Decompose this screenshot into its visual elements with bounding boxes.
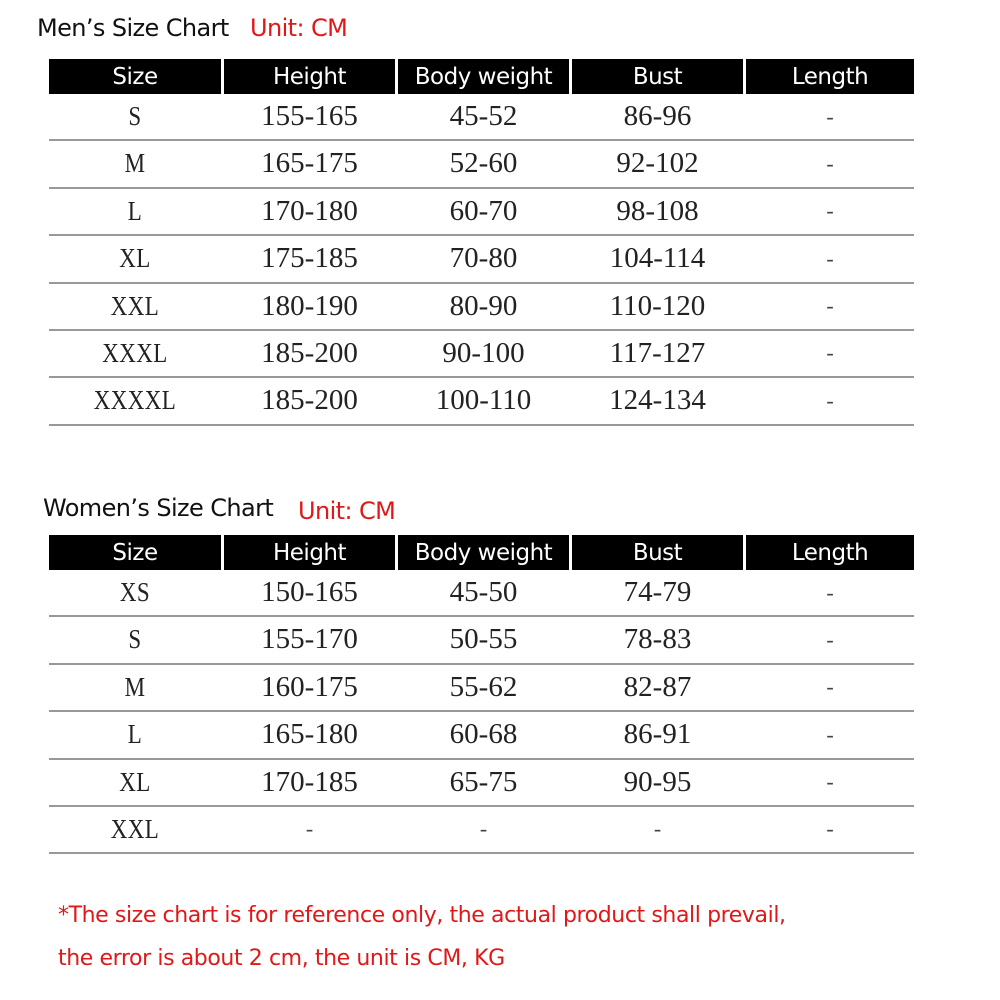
mens-chart-heading: [0, 8, 1000, 48]
mens-cell-height: 185-200: [261, 384, 358, 417]
womens-cell-height: 165-180: [261, 718, 358, 751]
footnote-line-2: the error is about 2 cm, the unit is CM, KG: [58, 946, 505, 971]
mens-cell-length: -: [826, 150, 834, 176]
womens-table-row: [49, 570, 914, 617]
mens-cell-body-weight: 60-70: [449, 194, 518, 227]
mens-unit-label: Unit: CM: [250, 14, 348, 42]
womens-cell-body-weight: -: [479, 816, 488, 842]
womens-cell-size: XS: [119, 577, 151, 607]
womens-header-height: Height: [224, 535, 395, 570]
mens-header-height: Height: [224, 59, 395, 94]
mens-header-length: Length: [746, 59, 914, 94]
mens-cell-bust: 124-134: [609, 384, 706, 417]
mens-header-row: [49, 59, 914, 94]
womens-row-divider: [49, 852, 914, 854]
womens-cell-bust: 82-87: [623, 670, 692, 703]
mens-cell-height: 170-180: [261, 194, 358, 227]
womens-cell-bust: -: [653, 816, 662, 842]
womens-unit-label: Unit: CM: [298, 497, 396, 525]
mens-cell-length: -: [826, 245, 834, 271]
mens-cell-bust: 86-96: [623, 100, 692, 132]
womens-cell-body-weight: 55-62: [449, 670, 518, 703]
mens-table-row: [49, 94, 914, 141]
mens-table-row: [49, 378, 914, 425]
womens-cell-length: -: [826, 721, 834, 747]
womens-cell-height: 170-185: [261, 765, 358, 798]
mens-cell-body-weight: 52-60: [449, 147, 518, 180]
mens-cell-height: 180-190: [261, 289, 358, 322]
womens-chart-title: Women’s Size Chart: [43, 494, 274, 522]
mens-cell-body-weight: 45-52: [449, 100, 518, 132]
mens-cell-size: XXL: [110, 290, 160, 321]
womens-header-bust: Bust: [572, 535, 743, 570]
womens-cell-bust: 86-91: [623, 718, 692, 751]
womens-cell-size: M: [124, 671, 146, 702]
womens-cell-bust: 78-83: [623, 623, 692, 656]
womens-cell-body-weight: 50-55: [449, 623, 518, 656]
mens-table-row: [49, 141, 914, 188]
mens-cell-length: -: [826, 198, 834, 224]
mens-header-size: Size: [49, 59, 221, 94]
womens-cell-length: -: [826, 769, 834, 795]
mens-row-divider: [49, 424, 914, 426]
mens-cell-length: -: [826, 340, 834, 366]
mens-cell-bust: 110-120: [609, 289, 706, 322]
womens-header-size: Size: [49, 535, 221, 570]
womens-cell-size: XL: [119, 766, 151, 797]
mens-table-row: [49, 236, 914, 283]
mens-cell-size: XL: [119, 243, 151, 274]
mens-header-bust: Bust: [572, 59, 743, 94]
womens-cell-height: 155-170: [261, 623, 358, 656]
womens-table-body: [49, 570, 914, 854]
mens-cell-body-weight: 80-90: [449, 289, 518, 322]
mens-table-row: [49, 331, 914, 378]
mens-cell-length: -: [826, 293, 834, 319]
womens-cell-body-weight: 45-50: [449, 576, 518, 608]
mens-cell-height: 155-165: [261, 100, 358, 132]
mens-cell-size: M: [124, 148, 146, 179]
mens-cell-size: L: [127, 195, 143, 226]
womens-cell-height: 160-175: [261, 670, 358, 703]
mens-size-table: [49, 59, 914, 426]
mens-table-row: [49, 189, 914, 236]
mens-cell-bust: 98-108: [616, 194, 699, 227]
womens-cell-size: L: [127, 719, 143, 750]
mens-cell-length: -: [826, 387, 834, 413]
mens-cell-height: 175-185: [261, 242, 358, 275]
mens-cell-height: 165-175: [261, 147, 358, 180]
mens-cell-body-weight: 70-80: [449, 242, 518, 275]
mens-cell-length: -: [826, 103, 834, 129]
mens-header-body-weight: Body weight: [398, 59, 569, 94]
womens-chart-heading: [0, 488, 1000, 528]
mens-cell-size: S: [128, 101, 142, 131]
womens-table-row: [49, 807, 914, 854]
womens-header-length: Length: [746, 535, 914, 570]
womens-cell-height: -: [305, 816, 314, 842]
mens-table-row: [49, 284, 914, 331]
womens-cell-bust: 90-95: [623, 765, 692, 798]
womens-header-row: [49, 535, 914, 570]
mens-cell-body-weight: 100-110: [435, 384, 532, 417]
womens-cell-body-weight: 60-68: [449, 718, 518, 751]
womens-cell-size: S: [128, 624, 142, 655]
mens-cell-bust: 92-102: [616, 147, 699, 180]
footnote-line-1: *The size chart is for reference only, the actual product shall prevail,: [58, 903, 786, 928]
womens-size-table: [49, 535, 914, 854]
mens-cell-size: XXXXL: [93, 385, 177, 416]
womens-cell-body-weight: 65-75: [449, 765, 518, 798]
womens-table-row: [49, 712, 914, 759]
mens-cell-height: 185-200: [261, 336, 358, 369]
womens-table-row: [49, 617, 914, 664]
mens-cell-bust: 104-114: [609, 242, 706, 275]
mens-cell-body-weight: 90-100: [442, 336, 525, 369]
womens-cell-bust: 74-79: [623, 576, 692, 608]
mens-table-body: [49, 94, 914, 426]
womens-table-row: [49, 760, 914, 807]
womens-cell-length: -: [826, 816, 834, 842]
mens-cell-bust: 117-127: [609, 336, 706, 369]
womens-header-body-weight: Body weight: [398, 535, 569, 570]
womens-cell-size: XXL: [110, 813, 160, 844]
mens-cell-size: XXXL: [102, 337, 168, 368]
womens-cell-length: -: [826, 674, 834, 700]
womens-cell-length: -: [826, 626, 834, 652]
womens-cell-height: 150-165: [261, 576, 358, 608]
womens-table-row: [49, 665, 914, 712]
mens-chart-title: Men’s Size Chart: [37, 14, 229, 42]
womens-cell-length: -: [826, 579, 834, 605]
